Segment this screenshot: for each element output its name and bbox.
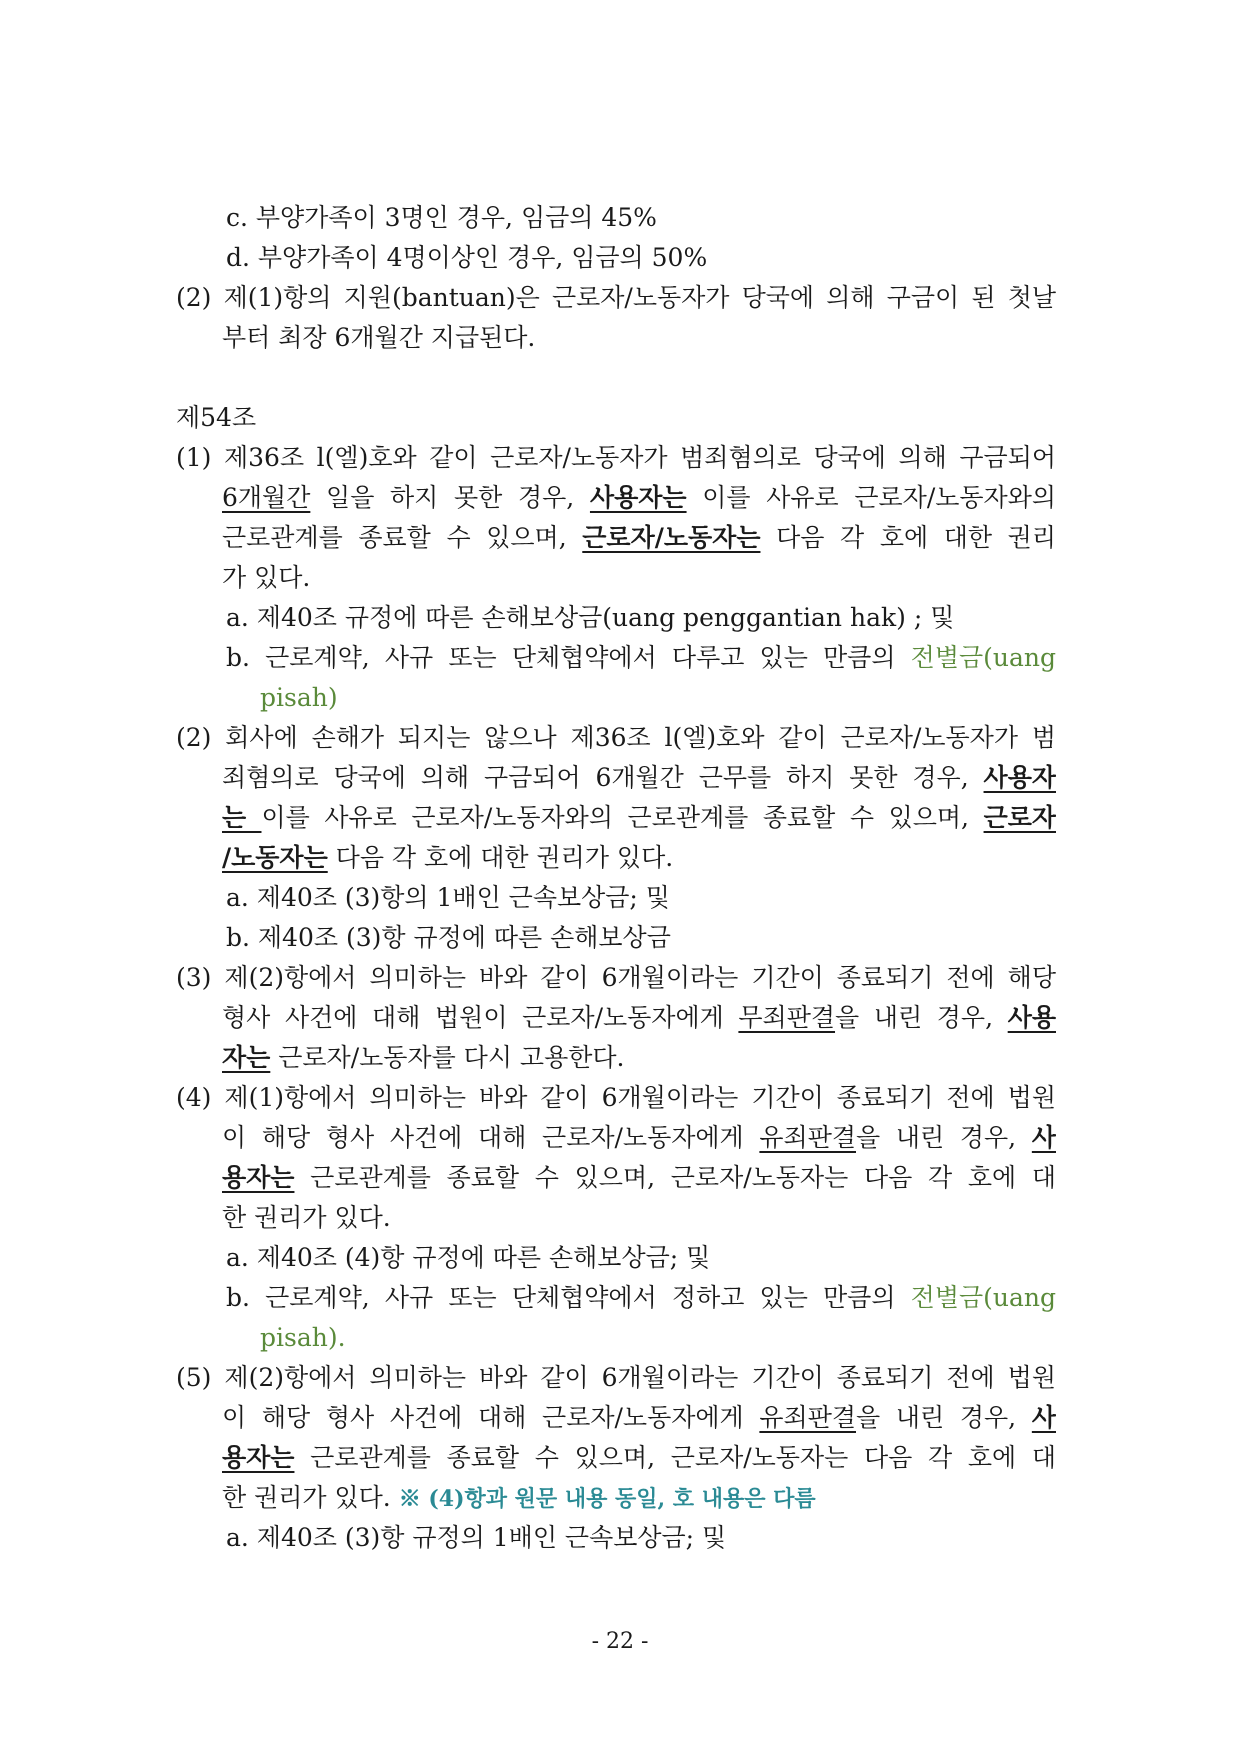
art54-para4-line2 [222,1118,1056,1158]
text: 한 권리가 있다. [222,1483,399,1512]
employer-term: 사용자 [983,763,1056,792]
art54-para1-line4 [222,558,310,598]
employer-term: 사 [1031,1403,1056,1432]
art54-para3-line3 [222,1038,624,1078]
text: a. 제40조 (3)항의 1배인 근속보상금; 및 [226,883,670,912]
art54-para5-line4 [222,1478,816,1519]
text: 일을 하지 못한 경우, [310,483,590,512]
text: 이를 사유로 근로자/노동자와의 근로관계를 종료할 수 있으며, [261,803,984,832]
text: b. 제40조 (3)항 규정에 따른 손해보상금 [226,923,671,952]
text: 을 내린 경우, [856,1403,1032,1432]
employer-term-cont: 용자는 [222,1163,295,1192]
page-number [0,1627,1240,1657]
underlined-term: 6개월간 [222,483,311,512]
art54-para4-item-b [226,1278,1056,1318]
art54-para3-line1 [176,958,1056,998]
paragraph-2 [176,278,1056,318]
text: a. 제40조 (3)항 규정의 1배인 근속보상금; 및 [226,1523,727,1552]
text: (3) 제(2)항에서 의미하는 바와 같이 6개월이라는 기간이 종료되기 전에 해당 [176,963,1056,992]
text: 근로관계를 종료할 수 있으며, 근로자/노동자는 다음 각 호에 대 [294,1163,1056,1192]
worker-term: 근로자/노동자는 [582,523,761,552]
art54-para4-line1 [176,1078,1056,1118]
translator-note: ※ (4)항과 원문 내용 동일, 호 내용은 다름 [398,1486,816,1512]
art54-para3-line2 [222,998,1056,1038]
employer-term-cont: 는 [222,803,262,832]
art54-para2-line4 [222,838,673,878]
conviction-term: 유죄판결 [759,1123,856,1152]
item-c [226,198,657,238]
text: a. 제40조 (4)항 규정에 따른 손해보상금; 및 [226,1243,711,1272]
severance-term-cont: pisah). [260,1323,346,1352]
text: (2) 회사에 손해가 되지는 않으나 제36조 l(엘)호와 같이 근로자/노동자가 범 [176,723,1056,752]
text: b. 근로계약, 사규 또는 단체협약에서 다루고 있는 만큼의 [226,643,911,672]
severance-term: 전별금(uang [910,1283,1056,1312]
art54-para1-item-b-cont [260,678,338,718]
text: 형사 사건에 대해 법원이 근로자/노동자에게 [222,1003,739,1032]
art54-para4-line3 [222,1158,1056,1198]
item-d [226,238,707,278]
art54-para2-item-a [226,878,670,918]
article-heading [176,398,256,438]
text: 다음 각 호에 대한 권리가 있다. [327,843,674,872]
art54-para1-line1 [176,438,1056,478]
art54-para2-line3 [222,798,1056,838]
paragraph-2-cont [222,318,535,358]
acquittal-term: 무죄판결 [738,1003,836,1032]
article-title: 제54조 [176,403,257,432]
art54-para5-item-a [226,1518,726,1558]
text: (4) 제(1)항에서 의미하는 바와 같이 6개월이라는 기간이 종료되기 전에 법원 [176,1083,1056,1112]
item-d-text: d. 부양가족이 4명이상인 경우, 임금의 50% [226,243,708,272]
employer-term: 사용자는 [589,483,687,512]
employer-term-cont: 자는 [222,1043,271,1072]
text: 을 내린 경우, [835,1003,1008,1032]
employer-term-cont: 용자는 [222,1443,295,1472]
art54-para5-line2 [222,1398,1056,1438]
art54-para1-item-b [226,638,1056,678]
conviction-term: 유죄판결 [759,1403,856,1432]
severance-term-cont: pisah) [260,683,338,712]
art54-para1-item-a [226,598,954,638]
employer-term: 사 [1031,1123,1056,1152]
worker-term-cont: /노동자는 [222,843,328,872]
art54-para1-line3 [222,518,1056,558]
page-number-text: - 22 - [591,1629,649,1654]
paragraph-2-line1: (2) 제(1)항의 지원(bantuan)은 근로자/노동자가 당국에 의해 구금이 된 첫날 [176,283,1056,312]
text: 죄혐의로 당국에 의해 구금되어 6개월간 근무를 하지 못한 경우, [222,763,984,792]
art54-para4-item-a [226,1238,710,1278]
paragraph-2-line2: 부터 최장 6개월간 지급된다. [222,323,536,352]
text: (1) 제36조 l(엘)호와 같이 근로자/노동자가 범죄혐의로 당국에 의해 구금되어 [176,443,1056,472]
art54-para2-line2 [222,758,1056,798]
text: b. 근로계약, 사규 또는 단체협약에서 정하고 있는 만큼의 [226,1283,911,1312]
art54-para4-line4 [222,1198,391,1238]
text: 근로관계를 종료할 수 있으며, 근로자/노동자는 다음 각 호에 대 [294,1443,1056,1472]
art54-para5-line1 [176,1358,1056,1398]
text: 이 해당 형사 사건에 대해 근로자/노동자에게 [222,1403,760,1432]
text: 다음 각 호에 대한 권리 [760,523,1056,552]
text: 근로자/노동자를 다시 고용한다. [270,1043,625,1072]
text: 을 내린 경우, [856,1123,1032,1152]
severance-term: 전별금(uang [910,643,1056,672]
item-c-text: c. 부양가족이 3명인 경우, 임금의 45% [226,203,657,232]
art54-para2-item-b [226,918,671,958]
art54-para4-item-b-cont [260,1318,346,1358]
text: 이를 사유로 근로자/노동자와의 [686,483,1056,512]
worker-term: 근로자 [983,803,1056,832]
employer-term: 사용 [1007,1003,1056,1032]
text: 가 있다. [222,563,311,592]
text: 한 권리가 있다. [222,1203,391,1232]
art54-para1-line2 [222,478,1056,518]
text: 이 해당 형사 사건에 대해 근로자/노동자에게 [222,1123,760,1152]
text: 근로관계를 종료할 수 있으며, [222,523,583,552]
art54-para2-line1 [176,718,1056,758]
text: a. 제40조 규정에 따른 손해보상금(uang penggantian hak) ; 및 [226,603,955,632]
art54-para5-line3 [222,1438,1056,1478]
text: (5) 제(2)항에서 의미하는 바와 같이 6개월이라는 기간이 종료되기 전에 법원 [176,1363,1056,1392]
